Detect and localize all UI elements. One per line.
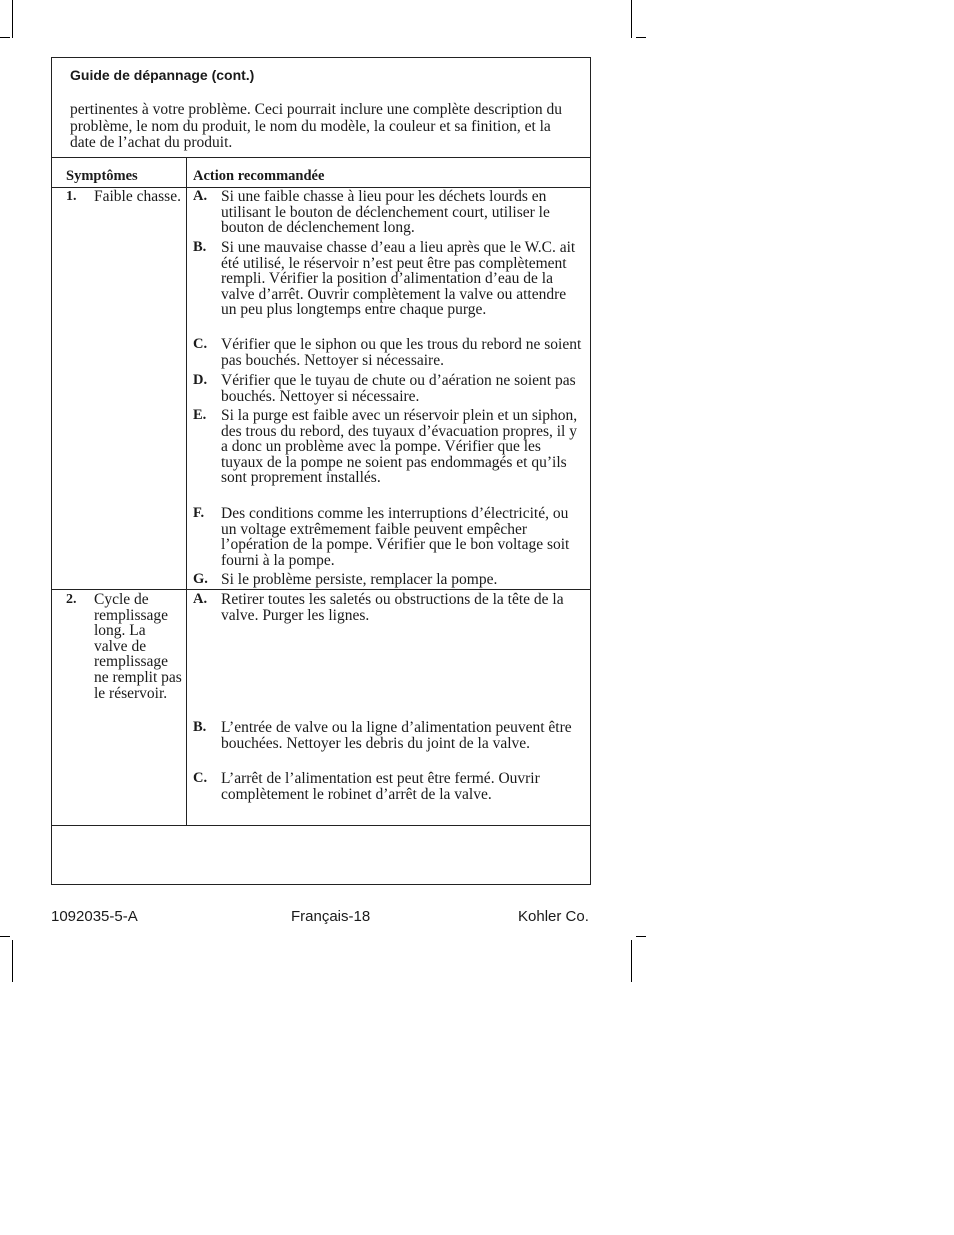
column-divider: [186, 157, 187, 826]
table-top-divider: [52, 157, 590, 158]
action-item: [193, 337, 583, 368]
action-letter: C.: [193, 336, 208, 352]
action-text: Retirer toutes les saletés ou obstructions de la tête de la valve. Purger les lignes.: [221, 591, 564, 624]
action-text: Vérifier que le tuyau de chute ou d’aération ne soient pas bouchés. Nettoyer si nécessaire.: [221, 372, 576, 405]
action-letter: A.: [193, 188, 208, 204]
action-text: Si le problème persiste, remplacer la pompe.: [221, 571, 498, 588]
action-text: L’entrée de valve ou la ligne d’alimentation peuvent être bouchées. Nettoyer les debris du joint de la valve.: [221, 719, 572, 752]
column-header-action: Action recommandée: [193, 168, 325, 184]
action-text: Vérifier que le siphon ou que les trous du rebord ne soient pas bouchés. Nettoyer si nécessaire.: [221, 336, 582, 369]
footer-company: Kohler Co.: [518, 908, 589, 925]
action-item: [193, 506, 583, 568]
crop-mark: [631, 0, 632, 38]
action-letter: A.: [193, 591, 208, 607]
action-text: L’arrêt de l’alimentation est peut être fermé. Ouvrir complètement le robinet d’arrêt de la valve.: [221, 770, 540, 803]
crop-mark: [631, 940, 632, 982]
action-text: Si la purge est faible avec un réservoir plein et un siphon, des trous du rebord, des tuyaux d’évacuation propres, il y a donc un problème avec la pompe. Vérifier que les tuyaux de la pompe ne soient pas endommagés et qu’ils sont proprement installés.: [221, 407, 578, 487]
action-item: [193, 189, 583, 236]
action-text: Si une mauvaise chasse d’eau a lieu après que le W.C. ait été utilisé, le réservoir n’est peut être pas complètement rempli. Vérifier la position d’alimentation d’eau de la valve d’arrêt. Ouvrir complètement la valve ou attendre un peu plus longtemps entre chaque purge.: [221, 239, 576, 319]
action-letter: E.: [193, 407, 207, 423]
action-letter: C.: [193, 770, 208, 786]
action-letter: F.: [193, 505, 205, 521]
action-item: [193, 373, 583, 404]
crop-mark: [636, 936, 646, 937]
table-bottom-divider: [52, 825, 590, 826]
action-item: [193, 240, 583, 318]
symptom-number: 2.: [66, 592, 77, 607]
row-divider: [52, 589, 590, 590]
crop-mark: [0, 936, 10, 937]
action-letter: G.: [193, 571, 208, 587]
action-item: [193, 592, 583, 623]
symptom-text: Faible chasse.: [94, 188, 181, 205]
action-item: [193, 720, 583, 751]
crop-mark: [12, 0, 13, 38]
crop-mark: [0, 37, 10, 38]
action-item: [193, 572, 583, 588]
action-letter: B.: [193, 239, 207, 255]
symptom-number: 1.: [66, 189, 77, 204]
action-text: Des conditions comme les interruptions d’électricité, ou un voltage extrêmement faible peuvent empêcher l’opération de la pompe. Vérifier que le bon voltage soit fourni à la pompe.: [221, 505, 570, 569]
footer-page-number: Français-18: [291, 908, 371, 925]
action-letter: D.: [193, 372, 208, 388]
footer-doc-number: 1092035-5-A: [51, 908, 138, 925]
action-item: [193, 408, 583, 486]
action-text: Si une faible chasse à lieu pour les déchets lourds en utilisant le bouton de déclenchement court, utiliser le bouton de déclenchement long.: [221, 188, 550, 237]
guide-title: Guide de dépannage (cont.): [70, 67, 255, 83]
action-letter: B.: [193, 719, 207, 735]
column-header-symptoms: Symptômes: [66, 168, 138, 184]
crop-mark: [12, 940, 13, 982]
action-item: [193, 771, 583, 802]
intro-paragraph: pertinentes à votre problème. Ceci pourrait inclure une complète description du problème, le nom du produit, le nom du modèle, la couleur et sa finition, et la date de l’achat du produit.: [70, 101, 562, 151]
troubleshooting-frame: [51, 57, 591, 885]
crop-mark: [636, 37, 646, 38]
symptom-text: Cycle de remplissage long. La valve de remplissage ne remplit pas le réservoir.: [94, 591, 182, 702]
